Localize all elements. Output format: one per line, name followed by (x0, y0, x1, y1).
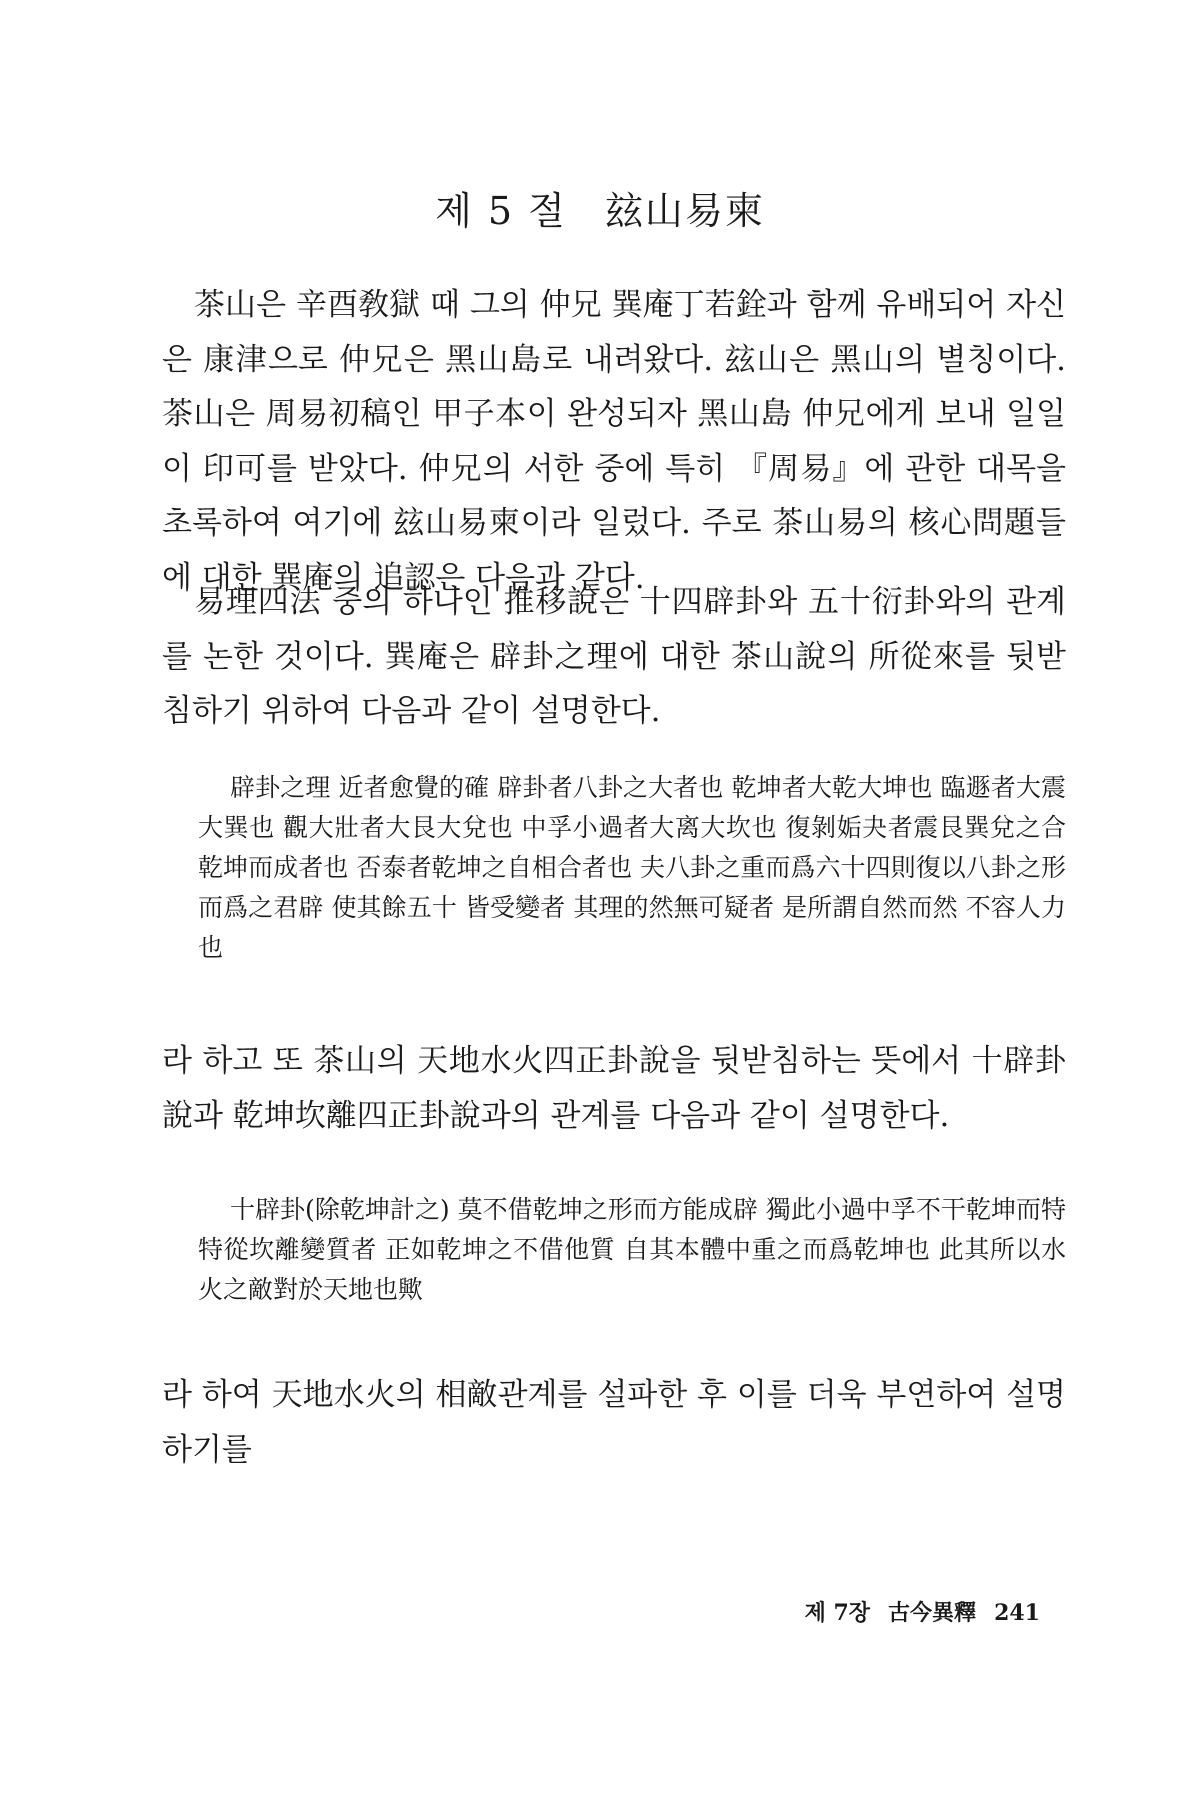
page-number: 241 (994, 1600, 1040, 1626)
chapter-title: 古今異釋 (888, 1600, 977, 1626)
section-heading: 玆山易柬 (604, 189, 765, 233)
chapter-label: 제 7장 (804, 1600, 871, 1626)
paragraph-3 (162, 1034, 1066, 1143)
quotation-text: 十辟卦(除乾坤計之) 莫不借乾坤之形而方能成辟 獨此小過中孚不干乾坤而特特從坎離變質者 正如乾坤之不借他質 自其本體中重之而爲乾坤也 此其所以水火之敵對於天地也歟 (198, 1195, 1066, 1304)
quotation-text: 辟卦之理 近者愈覺的確 辟卦者八卦之大者也 乾坤者大乾大坤也 臨遯者大震大巽也 觀大壯者大艮大兌也 中孚小過者大离大坎也 復剝姤夬者震艮巽兌之合乾坤而成者也 否泰者乾坤之自相合者也 夫八卦之重而爲六十四則復以八卦之形而爲之君辟 使其餘五十 皆受變者 其理的然無可疑者 是所謂自然而然 不容人力也 (198, 773, 1066, 962)
paragraph-1 (162, 278, 1066, 605)
quotation-1 (198, 768, 1066, 968)
paragraph-text: 易理四法 중의 하나인 推移說은 十四辟卦와 五十衍卦와의 관계를 논한 것이다. 巽庵은 辟卦之理에 대한 茶山說의 所從來를 뒷받침하기 위하여 다음과 같이 설명한다. (162, 584, 1066, 729)
section-title (0, 180, 1200, 235)
quotation-2 (198, 1190, 1066, 1310)
paragraph-text: 라 하여 天地水火의 相敵관계를 설파한 후 이를 더욱 부연하여 설명하기를 (162, 1377, 1066, 1468)
paragraph-text: 茶山은 辛酉敎獄 때 그의 仲兄 巽庵丁若銓과 함께 유배되어 자신은 康津으로 仲兄은 黑山島로 내려왔다. 玆山은 黑山의 별칭이다. 茶山은 周易初稿인 甲子本이 완성되자 黑山島 仲兄에게 보내 일일이 印可를 받았다. 仲兄의 서한 중에 특히 『周易』에 관한 대목을 초록하여 여기에 玆山易柬이라 일렀다. 주로 茶山易의 核心問題들에 대한 巽庵의 追認은 다음과 같다. (162, 287, 1066, 596)
paragraph-text: 라 하고 또 茶山의 天地水火四正卦說을 뒷받침하는 뜻에서 十辟卦說과 乾坤坎離四正卦說과의 관계를 다음과 같이 설명한다. (162, 1043, 1066, 1134)
paragraph-4 (162, 1368, 1066, 1477)
paragraph-2 (162, 575, 1066, 739)
section-number: 제 5 절 (435, 189, 567, 233)
running-footer (805, 1596, 1040, 1627)
